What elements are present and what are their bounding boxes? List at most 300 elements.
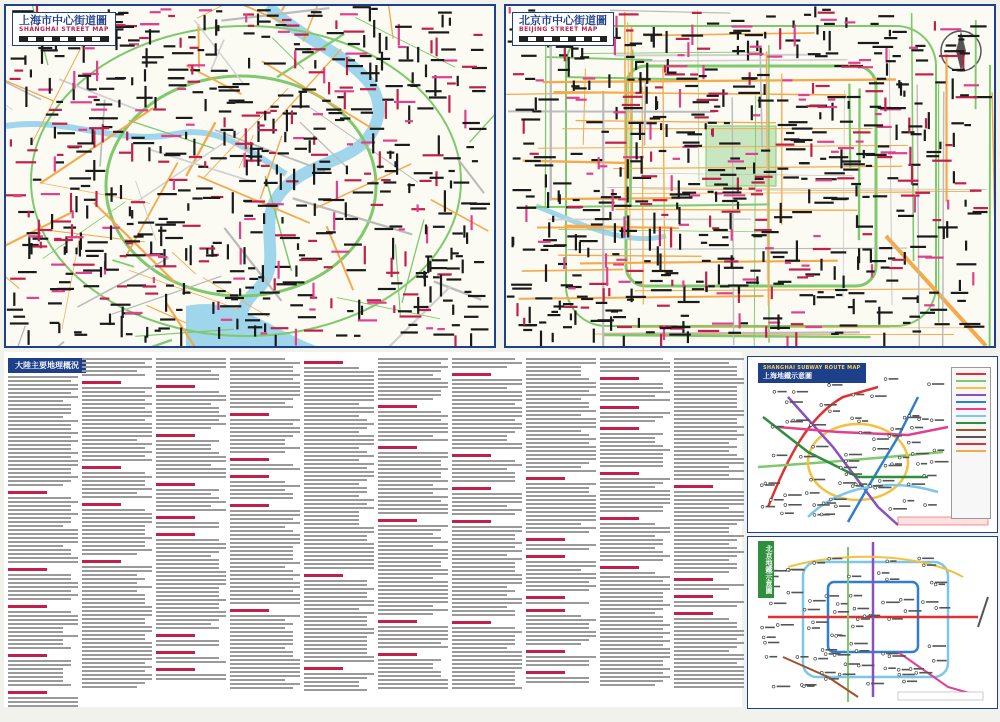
station-dot [859,431,862,434]
road [59,79,139,110]
station-dot [828,557,831,560]
street-label-mark [915,102,923,104]
street-label-mark [39,229,53,231]
text-line [230,510,300,512]
street-label-mark [414,172,433,174]
text-line [82,582,137,584]
station-dot [764,641,767,644]
road [943,92,944,346]
street-label-mark [227,102,236,104]
text-line [452,513,515,515]
street-label-mark [302,88,316,90]
text-line [452,683,515,685]
text-line [156,415,226,417]
street-label-mark [298,294,313,296]
station-dot [888,655,891,658]
street-label-mark [397,89,399,109]
street-label-mark [76,151,91,153]
street-label-mark [626,56,635,58]
station-label [902,674,915,676]
street-label-mark [161,135,181,137]
text-line [674,658,744,660]
street-label-mark [697,99,719,101]
street-label-mark [904,252,906,265]
street-label-mark [720,174,736,176]
street-label-mark [13,316,25,318]
street-label-mark [367,299,381,301]
street-label-mark [399,228,405,230]
text-line [304,563,374,565]
street-label-mark [311,154,328,156]
street-label-mark [120,255,127,257]
section-heading-mark [156,516,195,519]
shanghai-street-map[interactable] [4,4,496,348]
text-line [452,635,515,637]
text-line [600,366,670,368]
text-line [526,569,581,571]
text-line [674,410,744,412]
text-line [526,458,596,460]
street-label-mark [280,173,282,190]
text-line [526,515,596,517]
street-label-mark [245,13,247,22]
street-label-mark [430,177,444,179]
text-line [600,482,663,484]
street-label-mark [14,70,23,72]
text-line [8,631,63,633]
station-label [768,482,780,484]
text-line [674,547,737,549]
street-label-mark [630,160,641,162]
text-line [304,443,374,445]
text-line [82,682,145,684]
street-label-mark [599,165,608,167]
station-label [829,678,839,680]
street-label-mark [27,149,37,151]
text-line [156,419,219,421]
street-label-mark [326,109,341,111]
text-line [82,447,145,449]
street-label-mark [574,311,576,325]
text-line [674,499,744,501]
street-label-mark [678,207,680,224]
street-label-mark [89,127,109,129]
street-label-mark [242,115,261,117]
text-line [452,526,522,528]
text-line [8,557,78,559]
station-label [843,482,856,484]
text-line [156,611,226,613]
station-dot [813,504,816,507]
street-label-mark [762,231,779,233]
street-label-mark [395,144,410,146]
text-line [230,687,293,689]
station-dot [809,600,812,603]
street-label-mark [178,189,191,191]
street-label-mark [416,276,428,278]
street-label-mark [347,310,353,312]
text-line [600,412,670,414]
text-line [378,601,448,603]
street-label-mark [965,241,967,251]
street-label-mark [729,32,741,34]
street-label-mark [254,325,256,336]
text-line [378,415,448,417]
station-label [818,658,828,660]
text-line [82,484,145,486]
station-dot [855,650,858,653]
text-line [600,648,670,650]
street-label-mark [206,254,217,256]
station-dot [873,438,876,441]
text-line [230,598,300,600]
street-label-mark [799,99,806,101]
station-dot [856,618,859,621]
street-label-mark [160,318,175,320]
street-label-mark [340,87,353,89]
text-line [8,472,71,474]
text-line [452,566,515,568]
text-line [378,362,441,364]
text-line [82,496,152,498]
street-label-mark [235,143,253,145]
street-label-mark [344,92,346,109]
street-label-mark [698,330,719,332]
text-line [82,586,152,588]
text-line [378,435,433,437]
text-line [452,554,507,556]
street-label-mark [935,323,950,325]
text-line [8,452,78,454]
street-label-mark [49,78,51,94]
street-label-mark [276,24,287,26]
street-label-mark [275,335,277,346]
street-label-mark [190,47,199,49]
subway-legend [951,367,991,519]
street-label-mark [676,78,697,80]
text-line [304,467,367,469]
text-line [526,656,596,658]
text-line [674,571,729,573]
street-label-mark [708,169,725,171]
text-line [230,485,300,487]
station-label [932,645,946,647]
street-label-mark [126,132,128,141]
street-label-mark [54,239,73,241]
street-label-mark [131,210,133,219]
text-line [526,394,596,396]
text-line [526,548,589,550]
station-label [849,473,862,475]
text-line [600,551,663,553]
street-label-mark [438,12,452,14]
street-label-mark [581,307,590,309]
text-line [82,509,145,511]
station-label [770,656,778,658]
street-label-mark [7,309,23,311]
subway-stations [761,557,951,688]
street-label-mark [196,187,213,189]
text-line [8,517,71,519]
street-label-mark [551,311,558,313]
station-label [768,642,779,644]
street-label-mark [788,121,807,123]
station-dot [867,682,870,685]
street-label-mark [603,288,605,302]
text-line [378,642,441,644]
text-line [156,678,226,680]
street-label-mark [911,165,913,185]
text-line [378,390,441,392]
street-label-mark [814,202,833,204]
street-label-mark [379,33,381,54]
street-label-mark [826,52,839,54]
station-label [800,656,808,658]
text-line [378,557,448,559]
street-label-mark [614,205,632,207]
street-label-mark [558,69,570,71]
street-label-mark [745,34,763,36]
street-label-mark [260,292,280,294]
street-label-mark [764,32,766,39]
street-label-mark [815,179,832,181]
text-line [378,488,448,490]
street-label-mark [568,206,584,208]
street-label-mark [217,290,226,292]
station-dot [886,578,889,581]
street-label-mark [822,9,831,11]
street-label-mark [240,248,242,264]
station-dot [930,461,933,464]
text-line [674,491,744,493]
street-label-mark [157,193,177,195]
street-label-mark [682,35,704,37]
street-label-mark [856,215,858,228]
street-label-mark [939,55,961,57]
station-dot [888,618,891,621]
text-line [378,663,433,665]
text-line [230,546,293,548]
street-label-mark [391,282,402,284]
beijing-map-title-en: BEIJING STREET MAP [519,27,607,34]
text-line [8,484,63,486]
station-label [939,607,950,609]
station-dot [773,390,776,393]
street-label-mark [188,64,206,66]
station-label [856,394,864,396]
station-label [812,627,820,629]
text-line [304,399,374,401]
street-label-mark [452,232,463,234]
street-label-mark [512,237,514,248]
station-label [841,603,848,605]
street-label-mark [745,153,758,155]
street-label-mark [853,299,855,314]
text-line [82,399,145,401]
station-label [921,463,927,465]
street-label-mark [753,235,762,237]
text-line [304,371,374,373]
street-label-mark [548,222,550,237]
station-label [790,421,803,423]
street-label-mark [219,89,240,91]
street-label-mark [313,113,323,115]
street-label-mark [63,227,76,229]
text-line [8,460,78,462]
text-line [304,604,374,606]
road [635,289,931,291]
street-label-mark [248,25,255,27]
station-label [788,504,801,506]
text-line [156,395,226,397]
text-line [526,410,596,412]
station-label [777,686,791,688]
text-line [674,539,737,541]
street-label-mark [244,153,246,168]
street-label-mark [866,270,874,272]
station-dot [903,416,906,419]
street-label-mark [59,281,71,283]
text-line [304,677,367,679]
street-label-mark [671,197,692,199]
station-dot [820,404,823,407]
street-label-mark [708,122,717,124]
station-label [844,467,857,469]
shanghai-subway-map[interactable] [747,356,998,533]
station-dot [787,591,790,594]
street-label-mark [679,89,681,108]
text-line [230,402,285,404]
street-label-mark [67,145,82,147]
airport-express [978,597,988,627]
station-label [862,665,875,667]
text-line [600,620,663,622]
street-label-mark [770,327,790,329]
street-label-mark [566,97,579,99]
street-label-mark [764,171,777,173]
street-label-mark [623,96,643,98]
street-label-mark [824,23,835,25]
street-label-mark [126,242,133,244]
street-label-mark [831,103,833,121]
text-line [674,638,737,640]
station-dot [835,635,838,638]
text-line [378,394,441,396]
guide-column [8,374,78,722]
street-label-mark [690,73,698,75]
street-label-mark [447,278,462,280]
street-label-mark [681,315,689,317]
station-dot [809,424,812,427]
text-line [526,681,589,683]
street-label-mark [953,133,955,147]
text-line [452,501,522,503]
street-label-mark [419,309,431,311]
text-line [8,697,78,699]
text-line [230,423,293,425]
street-label-mark [87,76,89,89]
text-line [230,526,285,528]
text-line [8,545,63,547]
street-label-mark [375,228,394,230]
section-heading-mark [674,595,713,598]
station-label [882,572,890,574]
street-label-mark [309,140,311,153]
street-label-mark [746,282,759,284]
street-label-mark [145,30,160,32]
text-line [230,554,293,556]
text-line [156,464,211,466]
street-label-mark [650,280,663,282]
text-line [600,559,663,561]
street-label-mark [848,101,850,109]
text-line [304,652,367,654]
street-label-mark [128,39,140,41]
text-line [304,391,374,393]
street-label-mark [30,70,32,78]
street-label-mark [297,243,299,250]
street-label-mark [142,285,156,287]
shanghai-map-title-en: SHANGHAI STREET MAP [19,27,109,34]
street-label-mark [559,54,567,56]
street-label-mark [430,267,446,269]
street-label-mark [724,267,744,269]
street-label-mark [219,110,232,112]
text-line [600,656,670,658]
text-line [600,604,670,606]
road [6,41,41,100]
street-label-mark [610,316,612,330]
text-line [304,600,374,602]
street-label-mark [643,34,662,36]
text-line [526,418,596,420]
text-line [674,438,737,440]
street-label-mark [330,298,332,308]
text-line [82,403,152,405]
street-label-mark [755,178,764,180]
text-line [8,680,63,682]
street-label-mark [30,243,32,254]
beijing-street-map[interactable] [504,4,996,348]
street-label-mark [257,124,265,126]
street-label-mark [877,311,893,313]
street-label-mark [814,6,816,17]
text-line [304,555,374,557]
text-line [156,391,219,393]
street-label-mark [55,55,65,57]
street-label-mark [637,61,644,63]
subway-note [898,692,983,700]
text-line [452,643,515,645]
street-label-mark [609,212,611,220]
street-label-mark [340,13,358,15]
text-line [230,382,300,384]
text-line [156,657,219,659]
street-label-mark [612,189,614,211]
street-label-mark [298,316,316,318]
text-line [378,386,448,388]
street-label-mark [457,76,459,86]
street-label-mark [536,79,544,81]
street-label-mark [884,98,886,112]
station-label [908,610,921,612]
street-label-mark [95,191,97,207]
street-label-mark [422,28,434,30]
beijing-subway-map[interactable] [747,536,998,709]
street-label-mark [820,158,826,160]
street-label-mark [324,266,333,268]
text-line [452,639,515,641]
